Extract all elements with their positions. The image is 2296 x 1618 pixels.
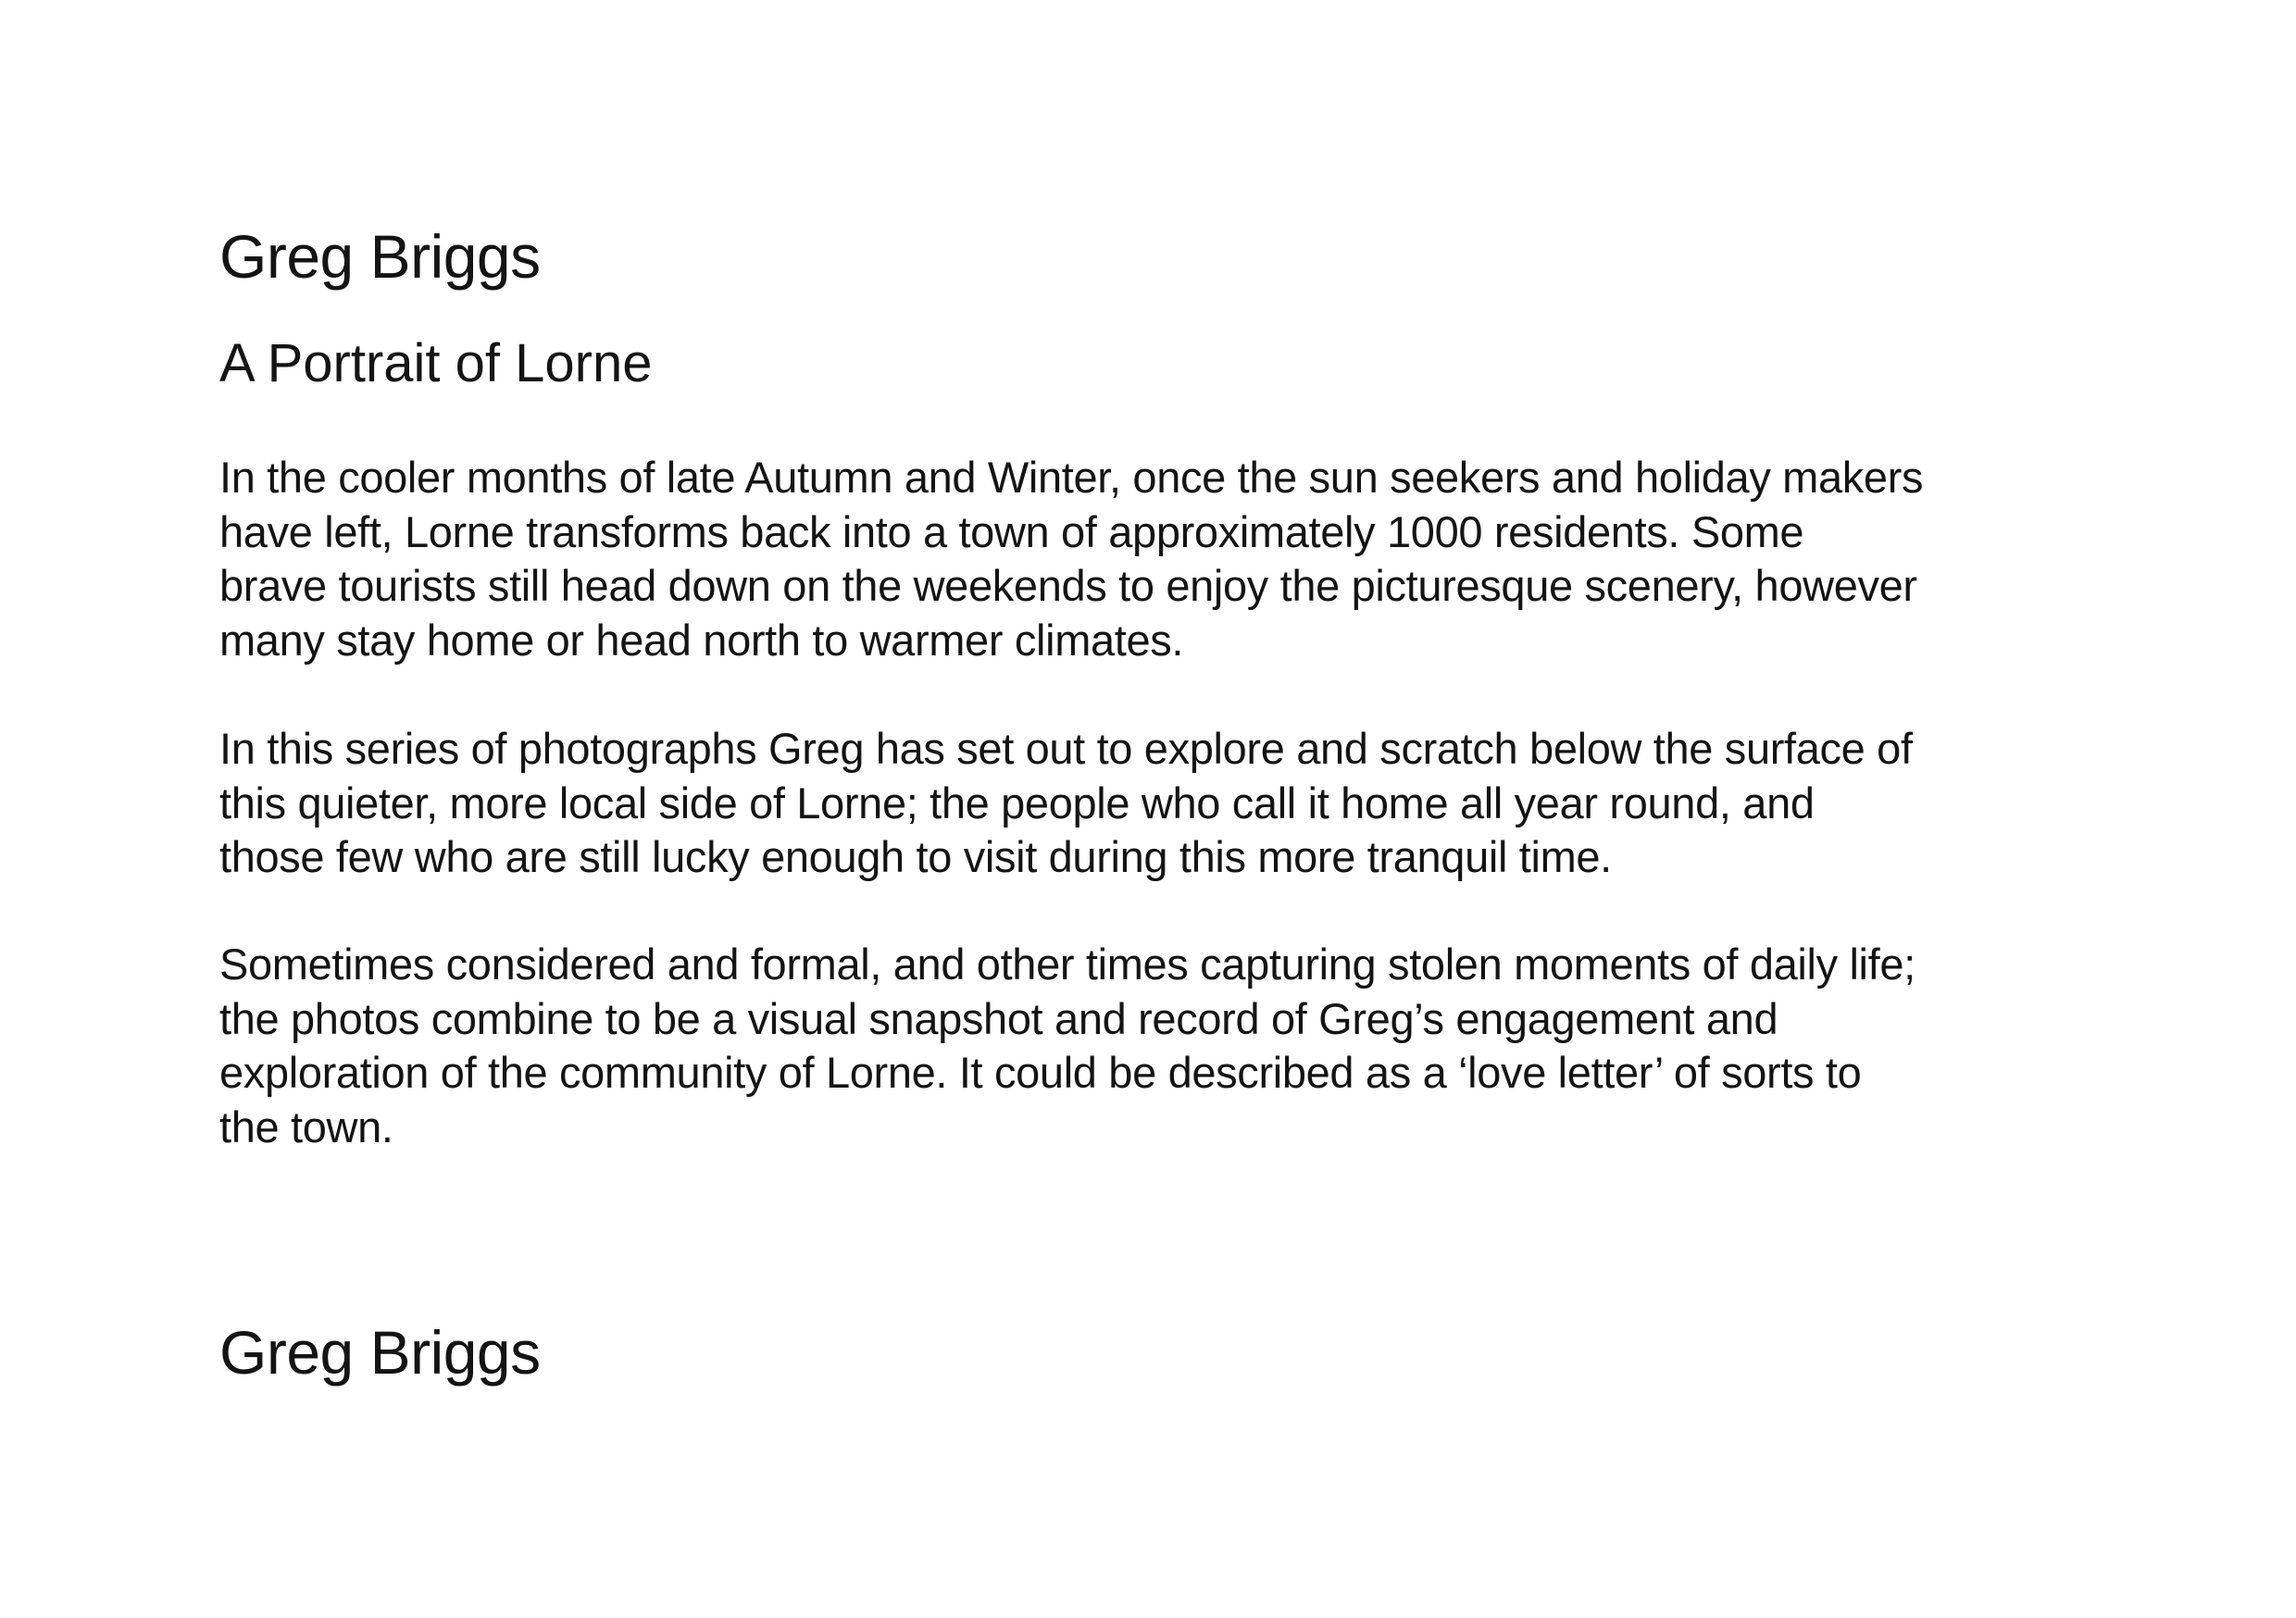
paragraph-intro [219,451,2108,667]
paragraph-line: Sometimes considered and formal, and other times capturing stolen moments of daily life; [219,940,1915,989]
author-name-bottom: Greg Briggs [219,1318,541,1387]
paragraph-line: those few who are still lucky enough to visit during this more tranquil time. [219,832,1612,881]
paragraph-series [219,722,2108,885]
paragraph-line: the town. [219,1101,393,1151]
paragraph-line: many stay home or head north to warmer climates. [219,615,1184,665]
paragraph-line: In this series of photographs Greg has set out to explore and scratch below the surface of [219,724,1913,773]
paragraph-line: brave tourists still head down on the weekends to enjoy the picturesque scenery, however [219,561,1917,610]
paragraph-line: In the cooler months of late Autumn and Winter, once the sun seekers and holiday makers [219,453,1924,502]
author-name-top: Greg Briggs [219,222,541,291]
paragraph-line: this quieter, more local side of Lorne; the people who call it home all year round, and [219,778,1815,828]
paragraph-description [219,938,2108,1154]
paragraph-line: exploration of the community of Lorne. It could be described as a ‘love letter’ of sorts to [219,1048,1862,1097]
document-title: A Portrait of Lorne [219,333,653,393]
paragraph-line: the photos combine to be a visual snapshot and record of Greg’s engagement and [219,993,1778,1043]
paragraph-line: have left, Lorne transforms back into a town of approximately 1000 residents. Some [219,506,1804,556]
